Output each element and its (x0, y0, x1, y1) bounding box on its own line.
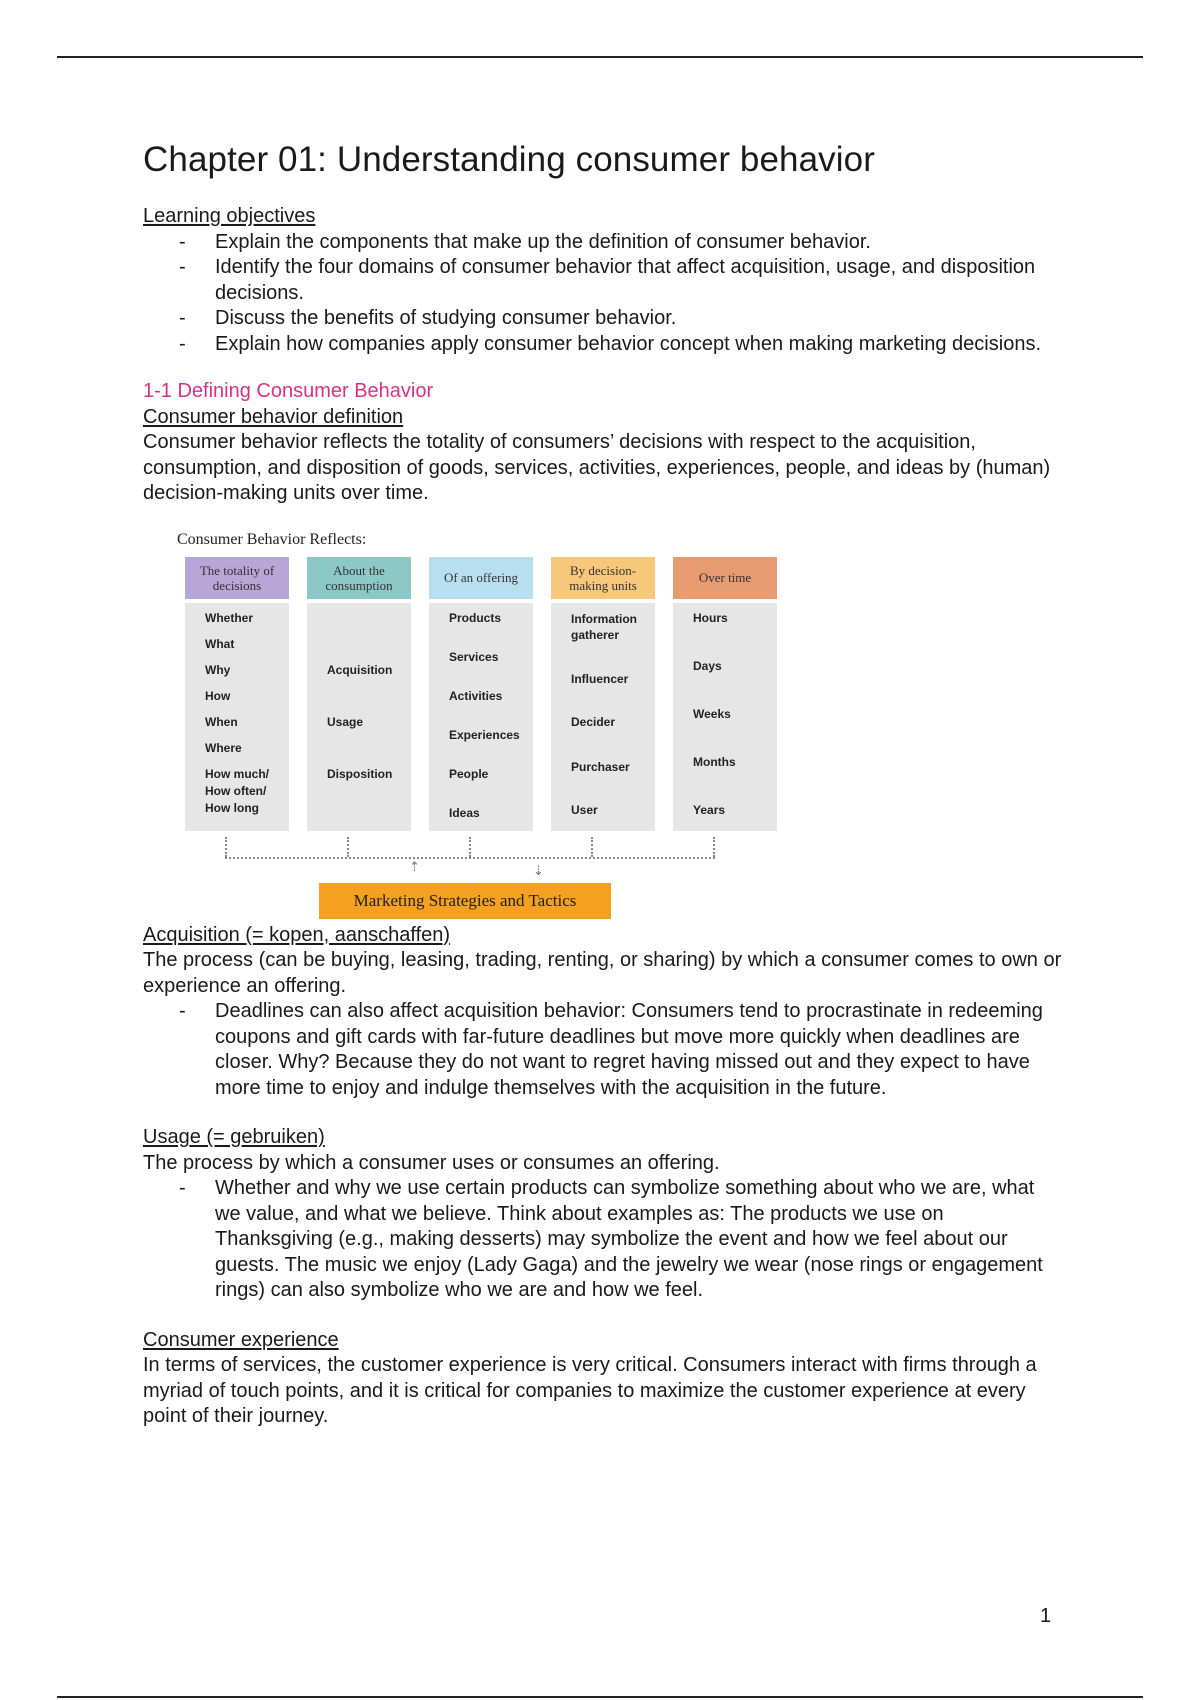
column-item: Months (693, 754, 736, 769)
up-arrow-icon: ⇡ (409, 858, 420, 874)
column-item: Disposition (327, 766, 393, 781)
figure-column-units (551, 557, 655, 831)
column-item: Information gatherer (571, 611, 637, 642)
usage-heading: Usage (= gebruiken) (143, 1126, 325, 1148)
figure-column-time (673, 557, 777, 831)
column-item: Activities (449, 688, 503, 703)
column-item: User (571, 802, 598, 817)
list-item: - Deadlines can also affect acquisition behavior: Consumers tend to procrastinate in redeeming coupons and gift cards with far-future deadlines but move more quickly when deadlines are closer. Why? Because they do not want to regret having missed out and they expect to have more time to enjoy and indulge themselves with the acquisition in the future. (215, 999, 1063, 1101)
column-body (673, 603, 777, 831)
column-item: Experiences (449, 727, 520, 742)
column-item: How much/ (205, 766, 270, 781)
column-body (185, 603, 289, 831)
column-header: About the consumption (307, 557, 411, 599)
figure-title: Consumer Behavior Reflects: (177, 530, 367, 548)
connector-line (469, 837, 471, 857)
column-item: Decider (571, 714, 616, 729)
bottom-rule (57, 1696, 1143, 1698)
connector-line (347, 837, 349, 857)
column-item: How often/ (205, 783, 267, 798)
column-item: Days (693, 658, 722, 673)
experience-text: In terms of services, the customer experience is very critical. Consumers interact with firms through a myriad of touch points, and it is critical for companies to maximize the customer experience at every point of their journey. (143, 1354, 1037, 1427)
column-header: By decision-making units (551, 557, 655, 599)
acquisition-heading: Acquisition (= kopen, aanschaffen) (143, 923, 451, 946)
learning-objectives-list (143, 230, 1063, 358)
column-item: What (205, 636, 235, 651)
column-item: How long (205, 800, 259, 815)
learning-objectives (143, 204, 1063, 357)
marketing-strategies-box: Marketing Strategies and Tactics (319, 883, 611, 919)
column-item: Whether (205, 610, 253, 625)
list-item: - Explain how companies apply consumer behavior concept when making marketing decisions. (215, 332, 1063, 358)
column-body (429, 603, 533, 831)
column-item: Why (205, 662, 231, 677)
list-item: - Whether and why we use certain products can symbolize something about who we are, what we value, and what we believe. Think about examples as: The products we use on Thanksgiving (e.g., making desserts) may symbolize the event and how we feel about our guests. The music we enjoy (Lady Gaga) and the jewelry we wear (nose rings or engagement rings) can also symbolize who we are and how we feel. (215, 1176, 1063, 1304)
top-rule (57, 56, 1143, 58)
figure-column-consumption (307, 557, 411, 831)
down-arrow-icon: ⇣ (533, 862, 544, 878)
connector-line (225, 857, 715, 859)
column-item: Where (205, 740, 242, 755)
acquisition-section (143, 923, 1063, 1102)
page-title: Chapter 01: Understanding consumer behavior (143, 140, 875, 179)
column-header: Over time (673, 557, 777, 599)
figure-column-offering (429, 557, 533, 831)
experience-section (143, 1328, 1063, 1430)
page-number: 1 (1040, 1605, 1052, 1627)
column-header: Of an offering (429, 557, 533, 599)
list-item: - Identify the four domains of consumer behavior that affect acquisition, usage, and disposition decisions. (215, 255, 1063, 306)
column-item: Hours (693, 610, 728, 625)
column-item: Purchaser (571, 759, 630, 774)
acquisition-text: The process (can be buying, leasing, trading, renting, or sharing) by which a consumer comes to own or experience an offering. (143, 949, 1062, 997)
learning-objectives-heading: Learning objectives (143, 205, 316, 227)
column-header: The totality of decisions (185, 557, 289, 599)
consumer-behavior-figure (173, 525, 813, 923)
column-item: People (449, 766, 489, 781)
column-item: Weeks (693, 706, 731, 721)
column-body (551, 603, 655, 831)
document-page (143, 140, 1063, 1430)
usage-list (143, 1176, 1063, 1304)
column-item: Ideas (449, 805, 480, 820)
column-item: How (205, 688, 231, 703)
column-body (307, 603, 411, 831)
list-item: - Discuss the benefits of studying consumer behavior. (215, 306, 1063, 332)
column-item: Usage (327, 714, 364, 729)
experience-heading: Consumer experience (143, 1328, 339, 1351)
figure-column-decisions (185, 557, 289, 831)
connector-line (225, 837, 227, 857)
connector-line (713, 837, 715, 857)
column-item: Services (449, 649, 499, 664)
connector-line (591, 837, 593, 857)
column-item: When (205, 714, 238, 729)
definition-heading: Consumer behavior definition (143, 405, 404, 428)
definition-text: Consumer behavior reflects the totality of consumers’ decisions with respect to the acquisition, consumption, and disposition of goods, services, activities, experiences, people, and ideas by (human) decision-making units over time. (143, 431, 1051, 504)
column-item: Influencer (571, 671, 629, 686)
usage-section (143, 1125, 1063, 1304)
column-item: Products (449, 610, 502, 625)
column-item: Acquisition (327, 662, 393, 677)
section-heading: 1-1 Defining Consumer Behavior (143, 380, 434, 402)
acquisition-list (143, 999, 1063, 1101)
usage-text: The process by which a consumer uses or consumes an offering. (143, 1151, 720, 1174)
list-item: - Explain the components that make up the definition of consumer behavior. (215, 230, 1063, 256)
column-item: Years (693, 802, 726, 817)
